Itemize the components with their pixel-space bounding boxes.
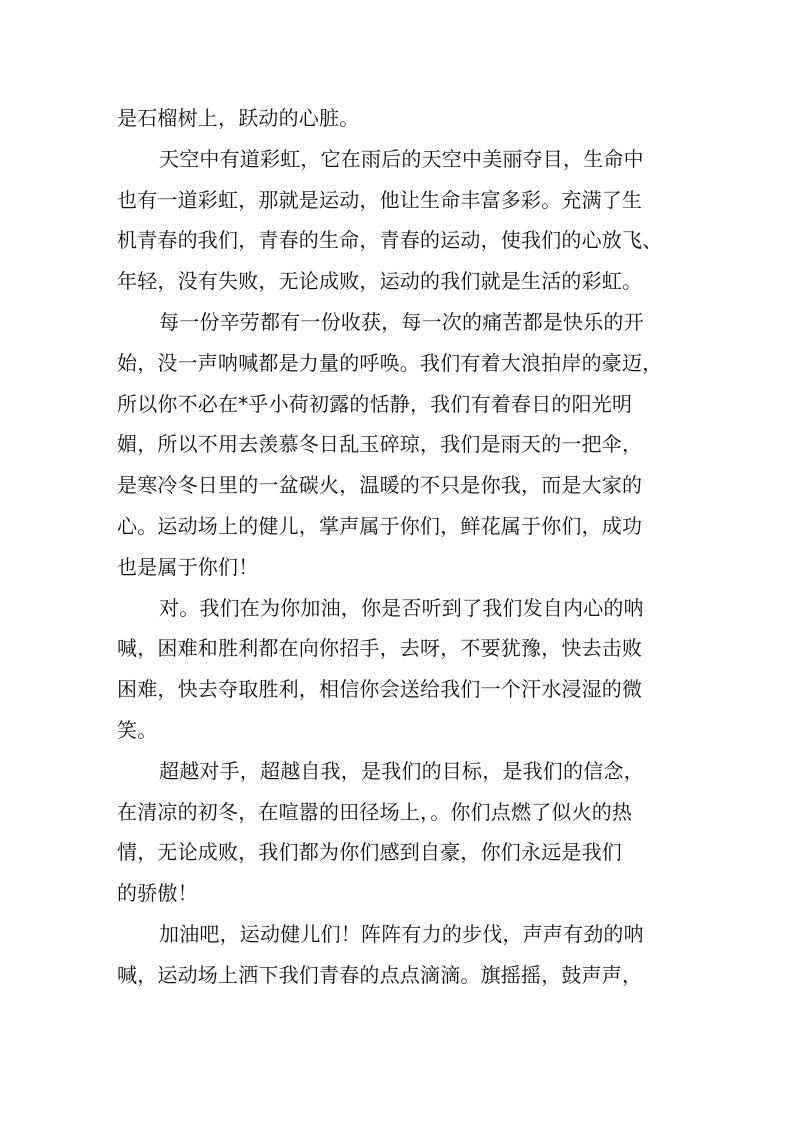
paragraph-first-line: 每一份辛劳都有一份收获，每一次的痛苦都是快乐的开 xyxy=(159,309,644,334)
text-line: 是石榴树上，跃动的心脏。 xyxy=(117,106,360,130)
text-line: 也是属于你们！ xyxy=(117,554,259,579)
paragraph-first-line: 加油吧，运动健儿们！阵阵有力的步伐，声声有劲的呐 xyxy=(159,921,644,946)
paragraph-first-line: 超越对手，超越自我，是我们的目标，是我们的信念， xyxy=(159,758,644,783)
text-line: 媚，所以不用去羡慕冬日乱玉碎琼，我们是雨天的一把伞， xyxy=(117,432,643,457)
body-text xyxy=(117,98,689,996)
text-line: 喊，运动场上洒下我们青春的点点滴滴。旗摇摇，鼓声声， xyxy=(117,962,643,987)
text-line: 在清凉的初冬，在喧嚣的田径场上，。你们点燃了似火的热 xyxy=(117,799,633,824)
text-line: 笑。 xyxy=(117,717,158,742)
text-line: 是寒冷冬日里的一盆碳火，温暖的不只是你我，而是大家的 xyxy=(117,473,643,498)
text-line: 情，无论成败，我们都为你们感到自豪，你们永远是我们 xyxy=(117,840,622,865)
text-line: 的骄傲！ xyxy=(117,881,198,906)
text-line: 始，没一声呐喊都是力量的呼唤。我们有着大浪拍岸的豪迈， xyxy=(117,350,663,375)
text-line: 困难，快去夺取胜利，相信你会送给我们一个汗水浸湿的微 xyxy=(117,677,643,702)
paragraph-first-line: 天空中有道彩虹，它在雨后的天空中美丽夺目，生命中 xyxy=(159,146,644,171)
text-line: 年轻，没有失败，无论成败，运动的我们就是生活的彩虹。 xyxy=(117,269,643,294)
paragraph-first-line: 对。我们在为你加油，你是否听到了我们发自内心的呐 xyxy=(159,595,644,620)
text-line: 心。运动场上的健儿，掌声属于你们，鲜花属于你们，成功 xyxy=(117,513,643,538)
text-line: 也有一道彩虹，那就是运动，他让生命丰富多彩。充满了生 xyxy=(117,187,643,212)
text-line: 喊，困难和胜利都在向你招手，去呀，不要犹豫，快去击败 xyxy=(117,636,643,661)
text-line: 所以你不必在*乎小荷初露的恬静，我们有着春日的阳光明 xyxy=(117,391,633,416)
text-line: 机青春的我们，青春的生命，青春的运动，使我们的心放飞、 xyxy=(117,228,663,253)
